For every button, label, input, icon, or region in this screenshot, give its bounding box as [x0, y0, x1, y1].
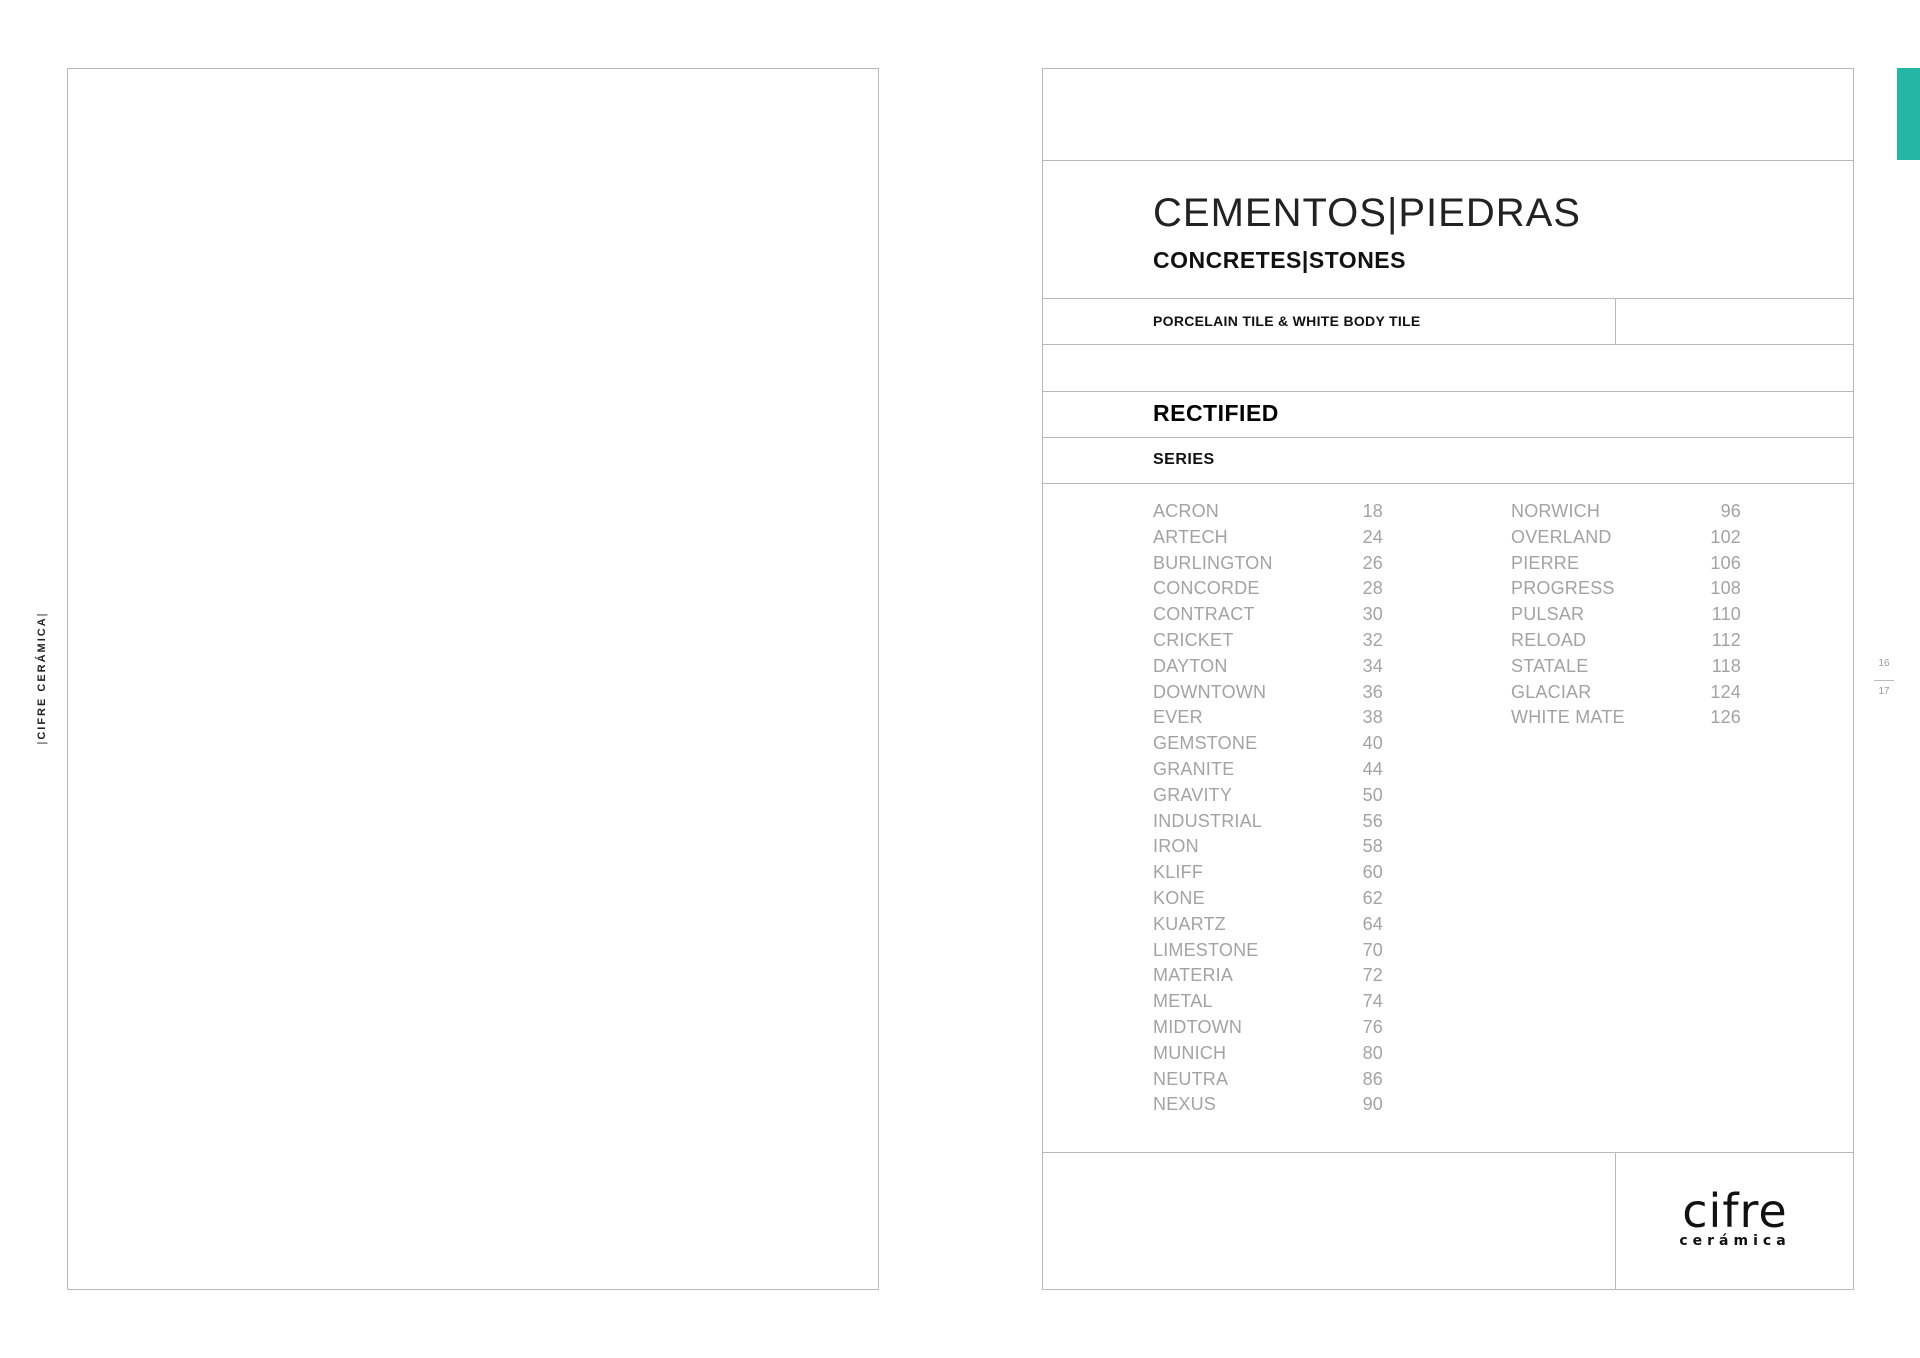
series-list-item — [1153, 1041, 1383, 1067]
series-list-item — [1153, 809, 1383, 835]
page-title: CEMENTOS|PIEDRAS — [1153, 191, 1581, 235]
series-name: LIMESTONE — [1153, 939, 1259, 960]
series-page-number: 58 — [1362, 836, 1383, 857]
series-list-item — [1153, 654, 1383, 680]
series-name: NORWICH — [1511, 501, 1601, 521]
series-name: METAL — [1153, 991, 1213, 1012]
series-list-item — [1153, 551, 1383, 577]
series-name: PROGRESS — [1511, 578, 1615, 599]
series-list-item — [1511, 499, 1741, 525]
series-page-number: 30 — [1362, 604, 1383, 625]
tile-type-label: PORCELAIN TILE & WHITE BODY TILE — [1153, 313, 1421, 329]
series-page-number: 26 — [1362, 552, 1383, 573]
logo-subtext: cerámica — [1679, 1233, 1791, 1249]
rule-footer — [1043, 1152, 1853, 1153]
series-list-item — [1153, 731, 1383, 757]
series-page-number: 126 — [1710, 707, 1741, 728]
series-list-item — [1153, 963, 1383, 989]
series-list-item — [1511, 551, 1741, 577]
series-list-item — [1153, 628, 1383, 654]
rule-top — [1043, 160, 1853, 161]
series-list-item — [1511, 680, 1741, 706]
series-name: BURLINGTON — [1153, 552, 1273, 573]
series-name: GRANITE — [1153, 758, 1235, 779]
folio-divider — [1874, 680, 1894, 681]
series-page-number: 96 — [1720, 501, 1741, 521]
series-name: PULSAR — [1511, 604, 1585, 625]
series-page-number: 60 — [1362, 862, 1383, 883]
series-page-number: 102 — [1710, 526, 1741, 547]
series-name: OVERLAND — [1511, 526, 1612, 547]
series-page-number: 64 — [1362, 913, 1383, 934]
rule-above-rectified — [1043, 391, 1853, 392]
series-page-number: 24 — [1362, 526, 1383, 547]
rule-below-tile-type — [1043, 344, 1853, 345]
rule-below-rectified — [1043, 437, 1853, 438]
series-list-column-1 — [1153, 499, 1383, 1118]
series-page-number: 74 — [1362, 991, 1383, 1012]
footer-divider — [1615, 1152, 1616, 1290]
series-page-number: 106 — [1710, 552, 1741, 573]
series-list-item — [1511, 654, 1741, 680]
series-name: CONCORDE — [1153, 578, 1260, 599]
series-name: PIERRE — [1511, 552, 1580, 573]
series-page-number: 76 — [1362, 1016, 1383, 1037]
logo-wordmark: cifre — [1682, 1184, 1788, 1238]
series-list-item — [1153, 1092, 1383, 1118]
series-list-item — [1153, 525, 1383, 551]
series-list-item — [1153, 783, 1383, 809]
series-name: GEMSTONE — [1153, 733, 1258, 754]
series-list-item — [1153, 886, 1383, 912]
series-list-item — [1153, 1067, 1383, 1093]
series-name: CONTRACT — [1153, 604, 1255, 625]
series-list-item — [1511, 705, 1741, 731]
series-name: NEUTRA — [1153, 1068, 1229, 1089]
series-name: MIDTOWN — [1153, 1016, 1243, 1037]
series-page-number: 80 — [1362, 1042, 1383, 1063]
series-page-number: 44 — [1362, 758, 1383, 779]
series-page-number: 86 — [1362, 1068, 1383, 1089]
series-name: KONE — [1153, 887, 1205, 908]
series-page-number: 40 — [1362, 733, 1383, 754]
series-name: DAYTON — [1153, 655, 1228, 676]
series-page-number: 108 — [1710, 578, 1741, 599]
folio-left-number: 16 — [1878, 658, 1890, 669]
rule-below-series — [1043, 483, 1853, 484]
series-name: KUARTZ — [1153, 913, 1226, 934]
series-name: IRON — [1153, 836, 1199, 857]
spine-bar-right: | — [36, 611, 48, 617]
series-name: MUNICH — [1153, 1042, 1227, 1063]
right-page-index — [1042, 68, 1854, 1290]
series-page-number: 38 — [1362, 707, 1383, 728]
spine-brand-text: CIFRE CERÁMICA — [36, 616, 48, 740]
series-name: WHITE MATE — [1511, 707, 1625, 728]
section-tab-marker — [1897, 68, 1920, 160]
series-list-item — [1153, 938, 1383, 964]
series-name: RELOAD — [1511, 629, 1587, 650]
series-list-column-2 — [1511, 499, 1741, 731]
series-name: MATERIA — [1153, 965, 1234, 986]
series-name: ACRON — [1153, 501, 1220, 521]
cifre-ceramica-logo — [1665, 1184, 1805, 1249]
series-list-item — [1153, 1015, 1383, 1041]
series-list-item — [1511, 602, 1741, 628]
series-page-number: 70 — [1362, 939, 1383, 960]
page-subtitle: CONCRETES|STONES — [1153, 247, 1406, 273]
series-label: SERIES — [1153, 451, 1215, 468]
series-list-item — [1153, 705, 1383, 731]
folio-right-number: 17 — [1878, 686, 1890, 697]
series-page-number: 18 — [1362, 501, 1383, 521]
series-list-item — [1153, 602, 1383, 628]
spine-bar-left: | — [36, 739, 48, 745]
series-page-number: 36 — [1362, 681, 1383, 702]
series-list-item — [1153, 757, 1383, 783]
spine-brand-label — [36, 611, 48, 744]
series-name: EVER — [1153, 707, 1203, 728]
series-page-number: 90 — [1362, 1094, 1383, 1115]
series-page-number: 62 — [1362, 887, 1383, 908]
series-page-number: 56 — [1362, 810, 1383, 831]
series-page-number: 112 — [1711, 629, 1741, 650]
series-name: STATALE — [1511, 655, 1589, 676]
series-list-item — [1153, 989, 1383, 1015]
series-name: DOWNTOWN — [1153, 681, 1267, 702]
series-list-item — [1153, 860, 1383, 886]
series-name: INDUSTRIAL — [1153, 810, 1263, 831]
series-list-item — [1153, 576, 1383, 602]
series-page-number: 34 — [1362, 655, 1383, 676]
series-list-item — [1511, 525, 1741, 551]
series-page-number: 50 — [1362, 784, 1383, 805]
series-page-number: 110 — [1711, 604, 1741, 625]
series-page-number: 118 — [1711, 655, 1741, 676]
series-name: CRICKET — [1153, 629, 1234, 650]
series-list-item — [1153, 834, 1383, 860]
rectified-heading: RECTIFIED — [1153, 400, 1279, 426]
series-page-number: 32 — [1362, 629, 1383, 650]
series-list-item — [1153, 912, 1383, 938]
series-name: GRAVITY — [1153, 784, 1233, 805]
series-page-number: 28 — [1362, 578, 1383, 599]
series-name: NEXUS — [1153, 1094, 1217, 1115]
series-list-item — [1153, 680, 1383, 706]
series-list-item — [1153, 499, 1383, 525]
series-name: ARTECH — [1153, 526, 1228, 547]
tile-type-divider — [1615, 298, 1616, 344]
series-name: KLIFF — [1153, 862, 1204, 883]
series-name: GLACIAR — [1511, 681, 1592, 702]
rule-below-title — [1043, 298, 1853, 299]
left-page-blank — [67, 68, 879, 1290]
series-page-number: 124 — [1710, 681, 1741, 702]
series-page-number: 72 — [1362, 965, 1383, 986]
series-list-item — [1511, 628, 1741, 654]
series-list-item — [1511, 576, 1741, 602]
